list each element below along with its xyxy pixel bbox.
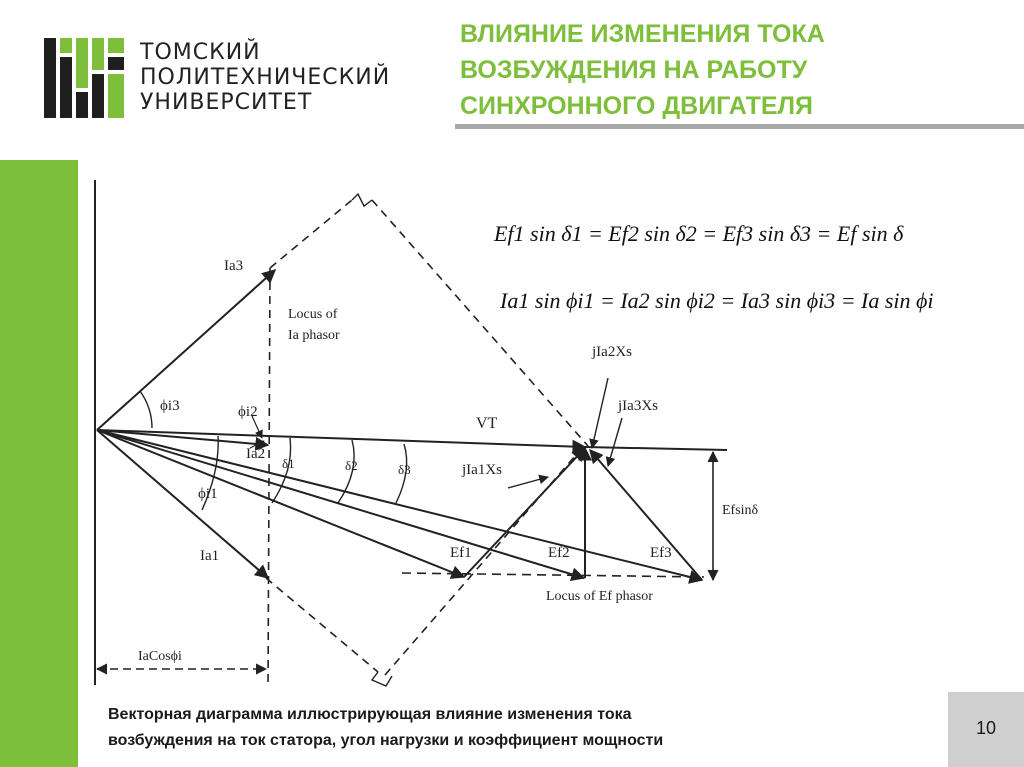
logo-block (76, 92, 88, 118)
phasor-diagram (78, 160, 978, 690)
delta1-label: δ1 (282, 456, 295, 471)
slide-title (460, 16, 980, 124)
phi-i3-label: ϕi3 (160, 398, 180, 414)
j-ia3xs-pointer (608, 418, 622, 466)
j-ia1xs-label: jIa1Xs (462, 462, 502, 478)
j-ia1xs-pointer (508, 477, 548, 488)
delta3-label: δ3 (398, 462, 411, 477)
ia-locus-line (268, 268, 270, 688)
vt-label: VT (476, 415, 498, 432)
university-logo (44, 38, 124, 118)
j-ia3xs-label: jIa3Xs (618, 398, 658, 414)
diagram-caption (108, 702, 663, 754)
university-name (140, 40, 390, 115)
header-divider (455, 124, 1024, 129)
ef1-phasor (97, 430, 464, 577)
slide-title-line: СИНХРОННОГО ДВИГАТЕЛЯ (460, 92, 814, 120)
logo-block (92, 38, 104, 70)
logo-block (76, 38, 88, 88)
university-name-line: УНИВЕРСИТЕТ (140, 90, 313, 115)
accent-sidebar (0, 160, 78, 767)
dashed-lower-left (266, 578, 378, 672)
university-name-line: ТОМСКИЙ (140, 40, 261, 65)
phi-i1-label: ϕi1 (198, 486, 218, 502)
ef2-label: Ef2 (548, 545, 570, 561)
logo-block (108, 74, 124, 118)
delta2-label: δ2 (345, 458, 358, 473)
logo-block (92, 74, 104, 118)
locus-ia-label-1: Locus of (288, 307, 338, 322)
ia2-label: Ia2 (246, 446, 266, 462)
logo-block (60, 57, 72, 118)
phi-i3-arc (140, 391, 152, 428)
j-ia2xs-pointer (592, 378, 608, 448)
ef3-label: Ef3 (650, 545, 672, 561)
j-ia2xs-label: jIa2Xs (592, 344, 632, 360)
logo-block (44, 38, 56, 118)
ef-locus-line (402, 573, 704, 577)
equation-ia-sin-phi: Ia1 sin ϕi1 = Ia2 sin ϕi2 = Ia3 sin ϕi3 = Ia sin ϕi (500, 288, 934, 313)
ef1-label: Ef1 (450, 545, 472, 561)
equation-ef-sin-delta: Ef1 sin δ1 = Ef2 sin δ2 = Ef3 sin δ3 = Ef sin δ (494, 221, 904, 246)
university-name-line: ПОЛИТЕХНИЧЕСКИЙ (140, 65, 391, 90)
page-number: 10 (975, 718, 997, 738)
locus-ia-label-2: Ia phasor (288, 328, 340, 343)
dashed-upper-left (270, 200, 352, 268)
page-number-box (948, 692, 1024, 767)
vt-phasor (97, 430, 585, 447)
logo-block (108, 38, 124, 53)
ia1-label: Ia1 (200, 548, 220, 564)
phi-i2-label: ϕi2 (238, 404, 258, 420)
ia-cos-phi-label: IaCosϕi (138, 649, 182, 664)
right-angle-top (352, 194, 372, 206)
ef-sin-delta-label: Efsinδ (722, 503, 759, 518)
ia3-label: Ia3 (224, 258, 244, 274)
slide-title-line: ВЛИЯНИЕ ИЗМЕНЕНИЯ ТОКА (460, 20, 825, 48)
slide-title-line: ВОЗБУЖДЕНИЯ НА РАБОТУ (460, 56, 808, 84)
ef2-phasor (97, 430, 584, 578)
logo-block (108, 57, 124, 70)
caption-line: возбуждения на ток статора, угол нагрузки и коэффициент мощности (108, 732, 664, 749)
right-angle-bottom (372, 672, 392, 686)
logo-block (60, 38, 72, 53)
vt-extension (585, 447, 727, 450)
caption-line: Векторная диаграмма иллюстрирующая влияние изменения тока (108, 706, 632, 723)
j-ia3xs-phasor (590, 450, 702, 580)
locus-ef-label: Locus of Ef phasor (546, 589, 653, 604)
